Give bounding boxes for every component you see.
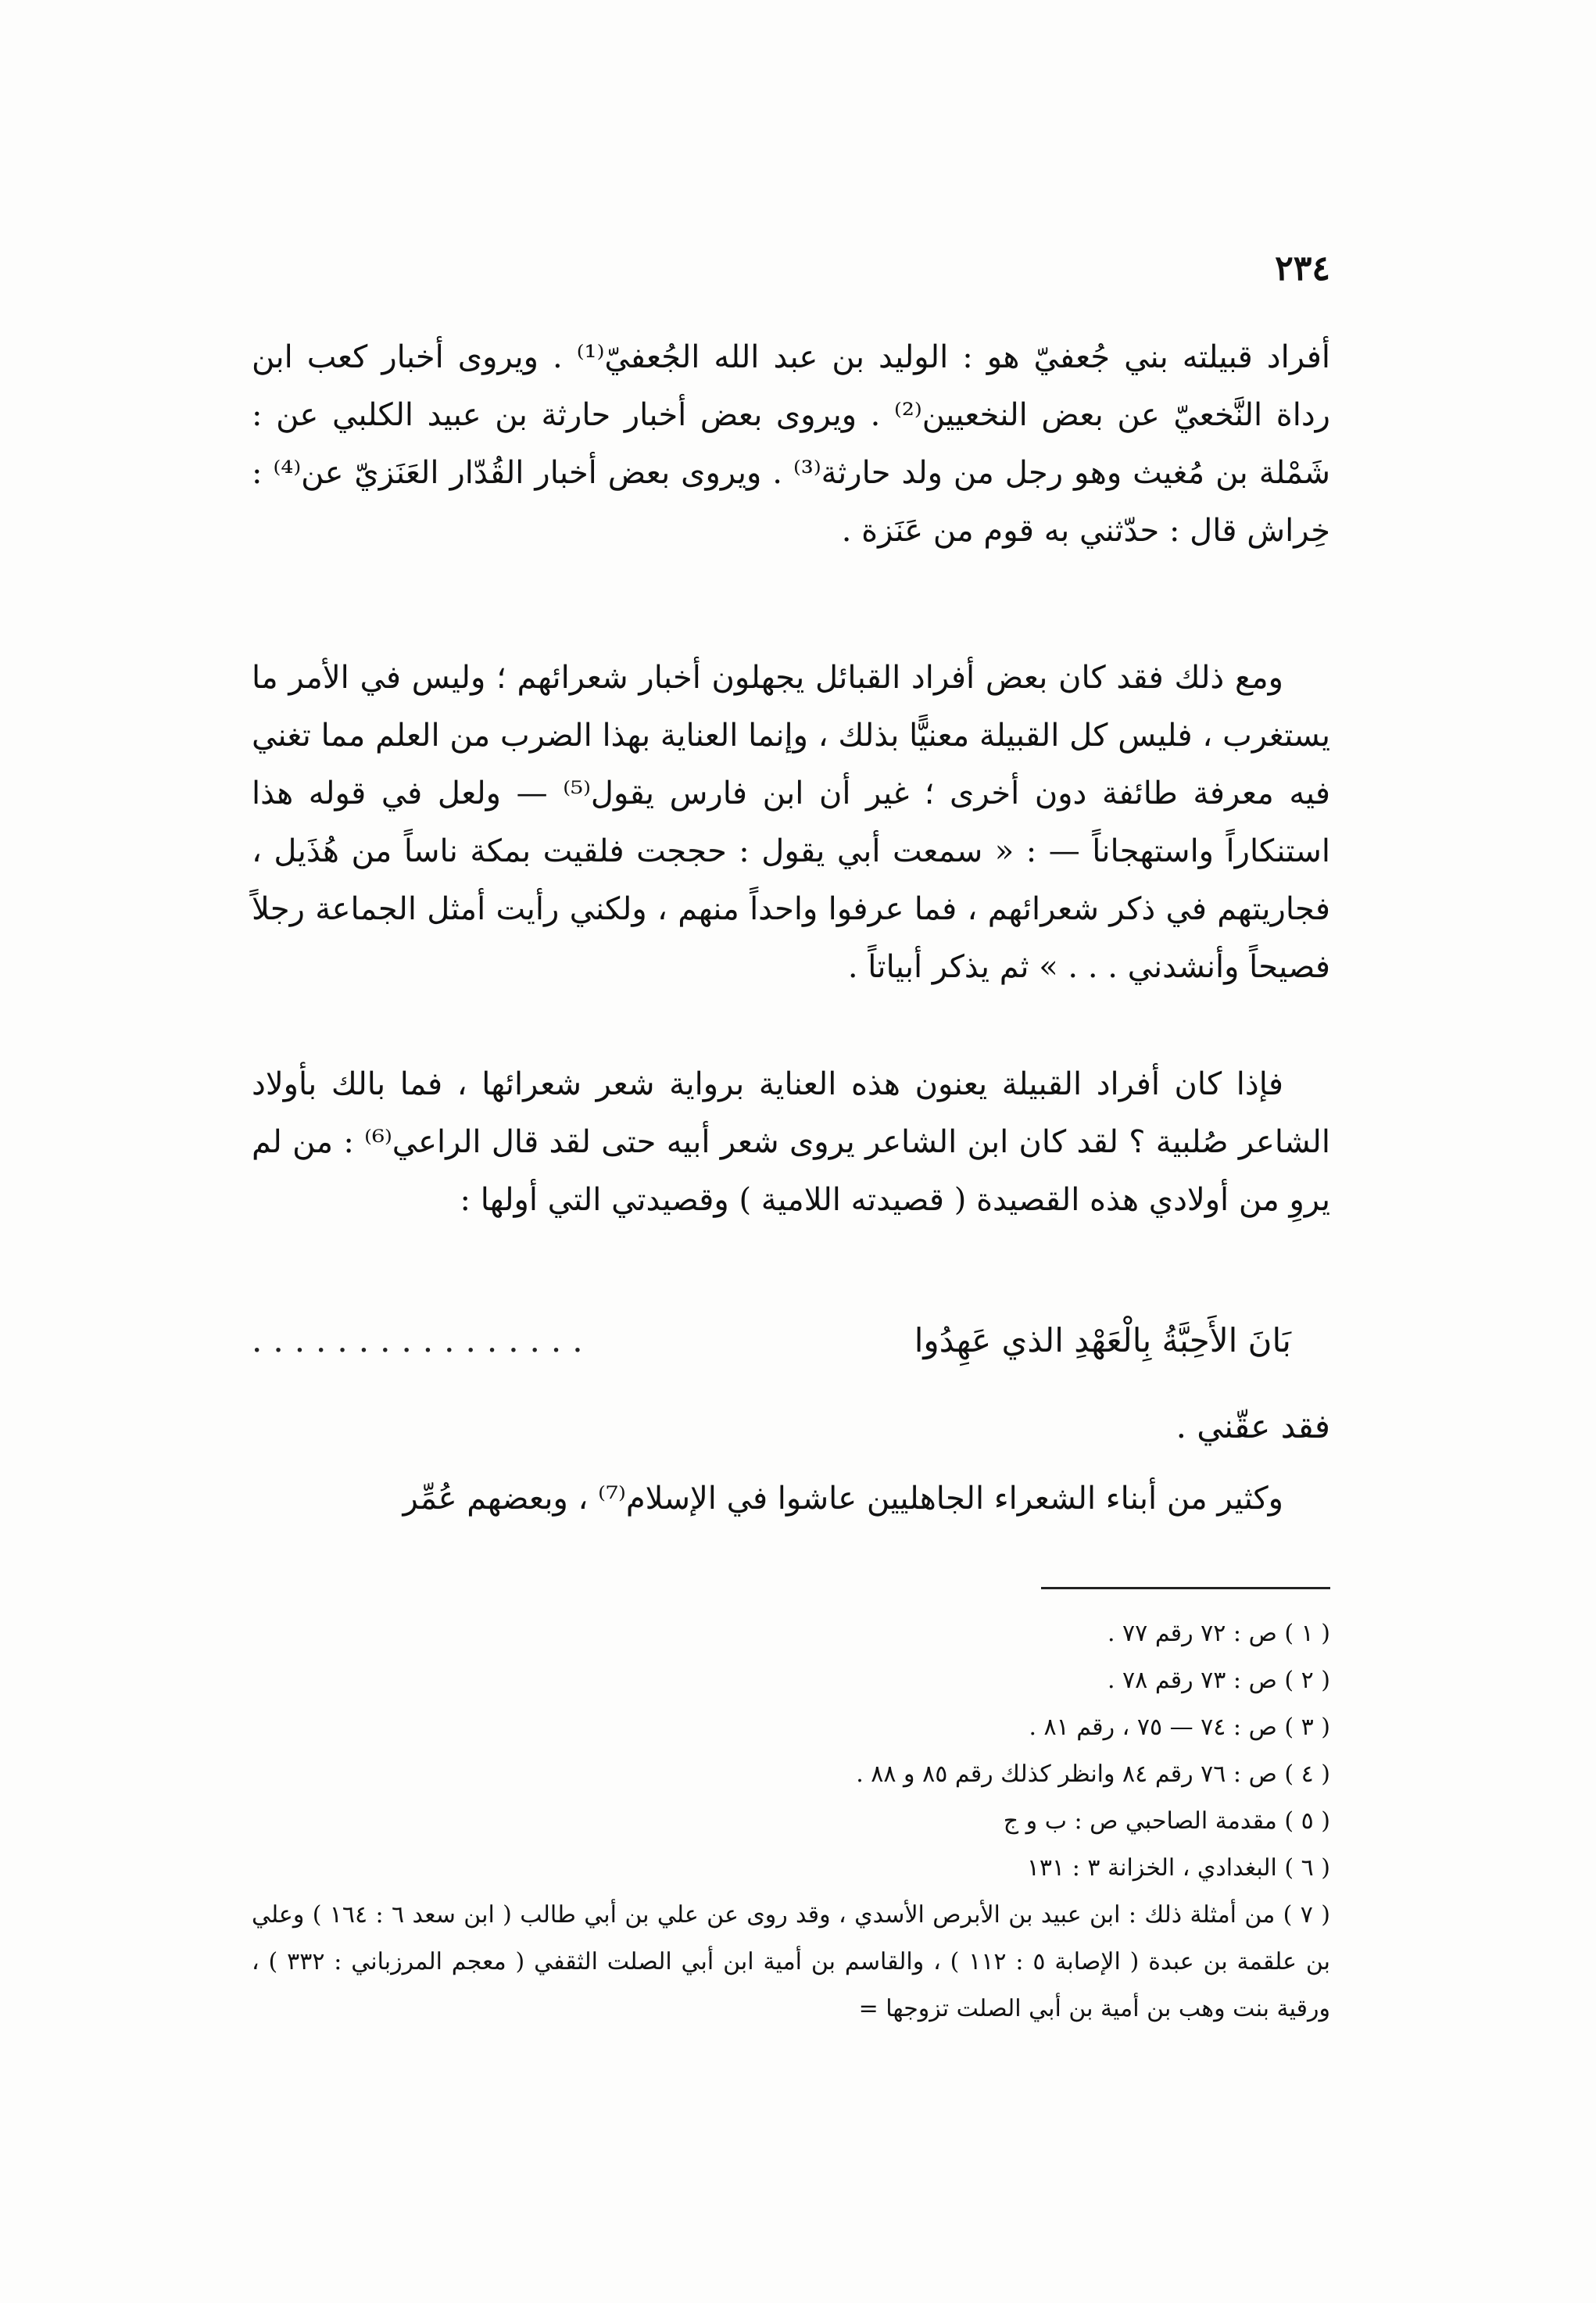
footnote-1: ( ١ ) ص : ٧٢ رقم ٧٧ . — [1107, 1620, 1330, 1647]
footnotes — [252, 1610, 1330, 2033]
paragraph-3 — [252, 1055, 1330, 1229]
paragraph-2-text: ومع ذلك فقد كان بعض أفراد القبائل يجهلون أخبار شعرائهم ؛ وليس في الأمر ما يستغرب ، فليس كل القبيلة معنيًّا بذلك ، وإنما العناية بهذا الضرب من العلم مما تغني فيه معرفة طائفة دون أخرى ؛ غير أن ابن فارس يقول⁽⁵⁾ — ولعل في قوله هذا استنكاراً واستهجاناً — : « سمعت أبي يقول : حججت فلقيت بمكة ناساً من هُذَيل ، فجاريتهم في ذكر شعرائهم ، فما عرفوا واحداً منهم ، ولكني رأيت أمثل الجماعة رجلاً فصيحاً وأنشدني . . . » ثم يذكر أبياتاً . — [252, 660, 1331, 985]
verse-end-text: فقد عقّني . — [1176, 1407, 1330, 1445]
paragraph-1 — [252, 328, 1330, 560]
footnote-divider — [1041, 1587, 1330, 1589]
footnote-6: ( ٦ ) البغدادي ، الخزانة ٣ : ١٣١ — [1026, 1854, 1330, 1882]
paragraph-4 — [252, 1470, 1330, 1528]
paragraph-1-text: أفراد قبيلته بني جُعفيّ هو : الوليد بن عبد الله الجُعفيّ⁽¹⁾ . ويروى أخبار كعب ابن رداة النَّخعيّ عن بعض النخعيين⁽²⁾ . ويروى بعض أخبار حارثة بن عبيد الكلبي عن : شَمْلة بن مُغيث وهو رجل من ولد حارثة⁽³⁾ . ويروى بعض أخبار القُدّار العَنَزيّ عن⁽⁴⁾ : خِراش قال : حدّثني به قوم من عَنَزة . — [252, 339, 1331, 549]
paragraph-3-text: فإذا كان أفراد القبيلة يعنون هذه العناية برواية شعر شعرائها ، فما بالك بأولاد الشاعر صُلبية ؟ لقد كان ابن الشاعر يروى شعر أبيه حتى لقد قال الراعي⁽⁶⁾ : من لم يروِ من أولادي هذه القصيدة ( قصيدته اللامية ) وقصيدتي التي أولها : — [252, 1066, 1330, 1218]
page-number: ٢٣٤ — [1275, 249, 1330, 288]
verse-hemistich: بَانَ الأَحِبَّةُ بِالْعَهْدِ الذي عَهِدُوا — [914, 1321, 1291, 1359]
verse-line — [252, 1313, 1291, 1368]
footnote-3: ( ٣ ) ص : ٧٤ — ٧٥ ، رقم ٨١ . — [1029, 1714, 1330, 1741]
paragraph-4-text: وكثير من أبناء الشعراء الجاهليين عاشوا في الإسلام⁽⁷⁾ ، وبعضهم عُمِّر — [403, 1481, 1283, 1517]
footnote-4: ( ٤ ) ص : ٧٦ رقم ٨٤ وانظر كذلك رقم ٨٥ و ٨٨ . — [856, 1760, 1330, 1788]
footnote-5: ( ٥ ) مقدمة الصاحبي ص : ب و ج — [1003, 1807, 1330, 1835]
footnote-7: ( ٧ ) من أمثلة ذلك : ابن عبيد بن الأبرص الأسدي ، وقد روى عن علي بن أبي طالب ( ابن سعد ٦ : ١٦٤ ) وعلي بن علقمة بن عبدة ( الإصابة ٥ : ١١٢ ) ، والقاسم بن أمية ابن أبي الصلت الثقفي ( معجم المرزباني : ٣٣٢ ) ، ورقية بنت وهب بن أمية بن أبي الصلت تزوجها = — [252, 1901, 1331, 2022]
paragraph-2 — [252, 649, 1330, 996]
verse-ellipsis: ................ — [252, 1321, 594, 1359]
footnote-2: ( ٢ ) ص : ٧٣ رقم ٧٨ . — [1107, 1667, 1330, 1694]
poetry-verse — [252, 1313, 1291, 1368]
